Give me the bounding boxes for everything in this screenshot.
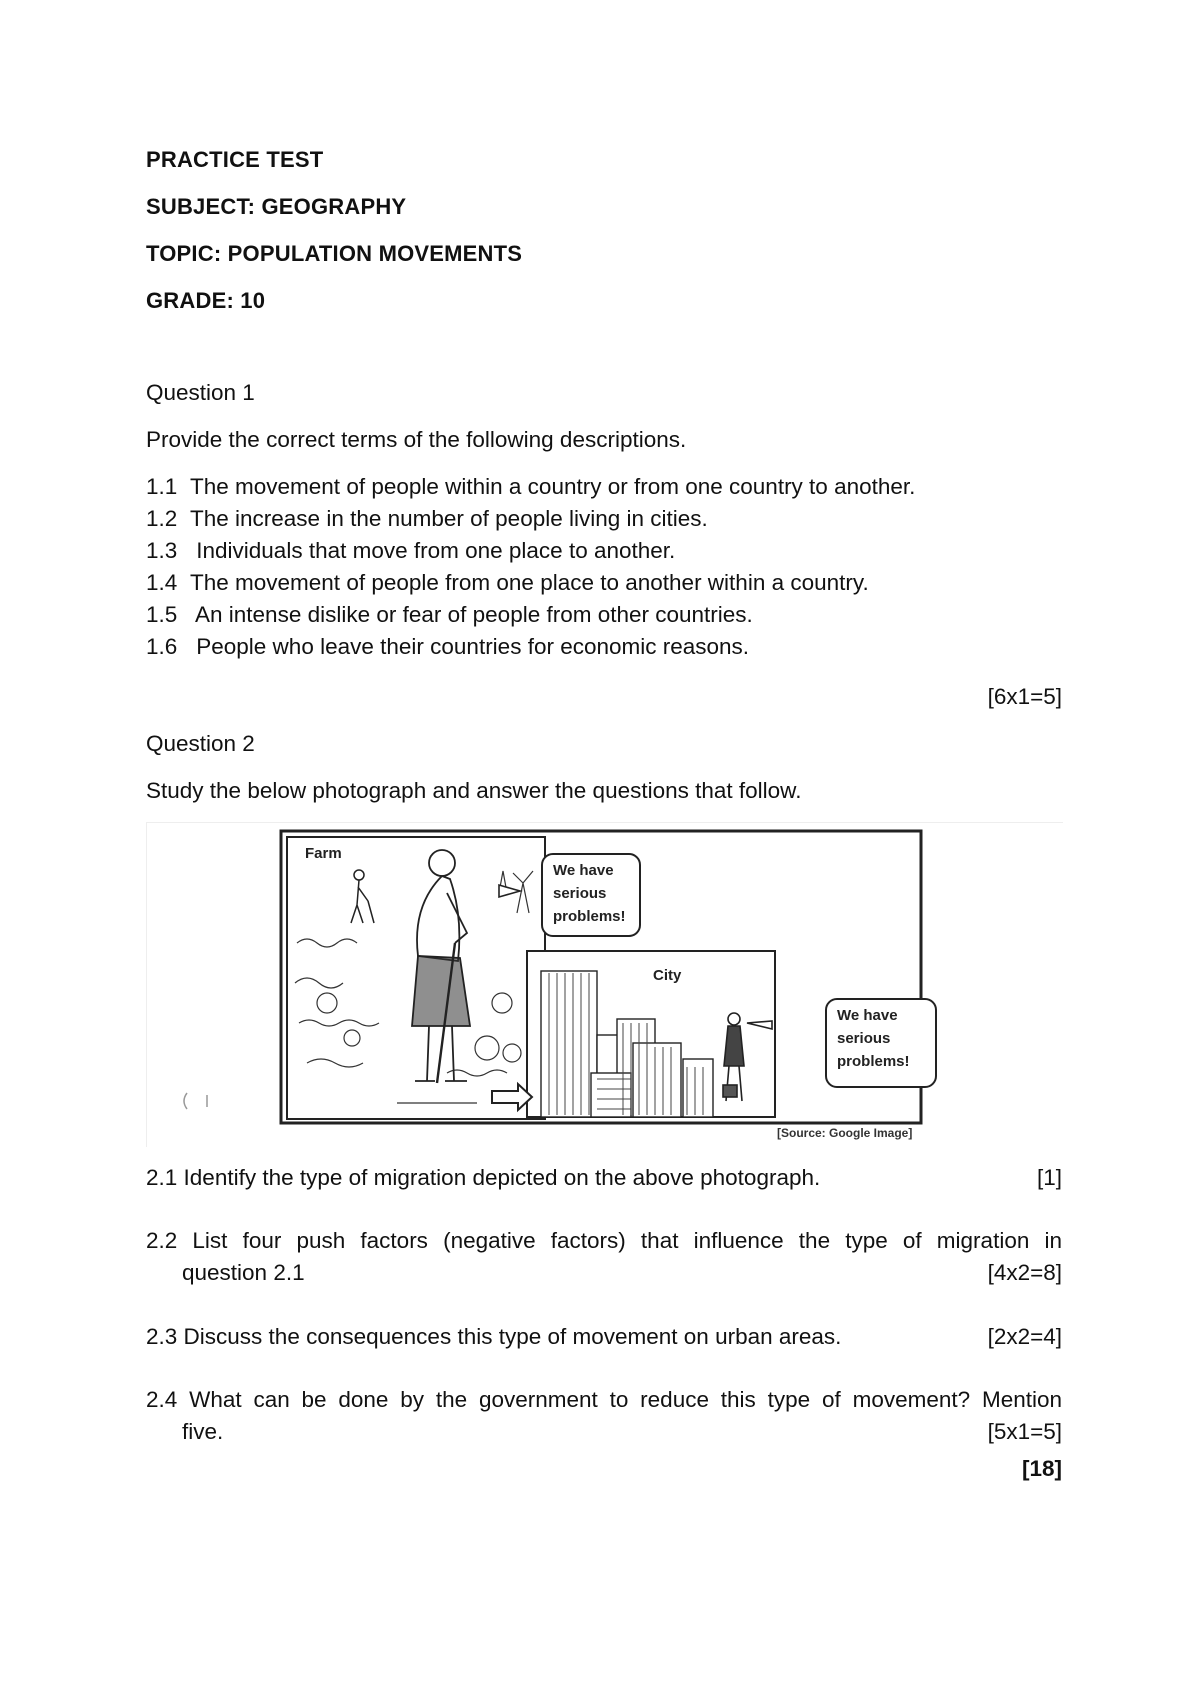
question-1-marks: [6x1=5] bbox=[987, 684, 1062, 709]
question-marks: [2x2=4] bbox=[987, 1324, 1062, 1349]
question-2-total: [18] bbox=[1021, 1456, 1062, 1481]
question-2-3 bbox=[146, 1324, 1062, 1350]
subject-line: SUBJECT: GEOGRAPHY bbox=[146, 194, 407, 219]
question-text: question 2.1 bbox=[182, 1260, 305, 1285]
question-text: Discuss the consequences this type of movement on urban areas. bbox=[183, 1324, 842, 1349]
question-number: 2.3 bbox=[146, 1324, 178, 1349]
item-text: An intense dislike or fear of people from other countries. bbox=[190, 602, 753, 627]
list-item bbox=[146, 474, 915, 500]
question-2-1 bbox=[146, 1165, 1062, 1191]
item-number: 1.5 bbox=[146, 602, 178, 627]
item-text: The movement of people within a country or from one country to another. bbox=[190, 474, 916, 499]
list-item bbox=[146, 506, 708, 532]
item-number: 1.1 bbox=[146, 474, 178, 499]
item-text: People who leave their countries for economic reasons. bbox=[190, 634, 750, 659]
list-item bbox=[146, 634, 749, 660]
item-number: 1.6 bbox=[146, 634, 178, 659]
question-2-4-line-1: 2.4 What can be done by the government to reduce this type of movement? Mention bbox=[146, 1387, 1062, 1412]
item-text: Individuals that move from one place to another. bbox=[190, 538, 676, 563]
item-text: The movement of people from one place to another within a country. bbox=[190, 570, 869, 595]
list-item bbox=[146, 602, 753, 628]
item-number: 1.3 bbox=[146, 538, 178, 563]
grade-line: GRADE: 10 bbox=[146, 288, 266, 313]
list-item bbox=[146, 538, 675, 564]
list-item bbox=[146, 570, 869, 596]
question-2-4-line-2 bbox=[146, 1419, 1062, 1445]
question-marks: [1] bbox=[1036, 1165, 1062, 1190]
question-2-2-line-1: 2.2 List four push factors (negative factors) that influence the type of migration in bbox=[146, 1228, 1062, 1253]
question-2-heading: Question 2 bbox=[146, 731, 255, 756]
farm-label: Farm bbox=[305, 845, 342, 862]
test-title: PRACTICE TEST bbox=[146, 147, 324, 172]
item-number: 1.2 bbox=[146, 506, 178, 531]
question-number: 2.1 bbox=[146, 1165, 178, 1190]
question-text: Identify the type of migration depicted on the above photograph. bbox=[183, 1165, 821, 1190]
question-1-heading: Question 1 bbox=[146, 380, 255, 405]
image-source-caption: [Source: Google Image] bbox=[777, 1126, 913, 1140]
city-speech-bubble: We have serious problems! bbox=[825, 998, 937, 1088]
city-label: City bbox=[653, 967, 682, 984]
farm-speech-bubble: We have serious problems! bbox=[541, 853, 641, 937]
item-number: 1.4 bbox=[146, 570, 178, 595]
question-2-instruction: Study the below photograph and answer the questions that follow. bbox=[146, 778, 802, 803]
question-1-instruction: Provide the correct terms of the following descriptions. bbox=[146, 427, 687, 452]
question-2-2-line-2 bbox=[146, 1260, 1062, 1286]
question-marks: [5x1=5] bbox=[987, 1419, 1062, 1444]
item-text: The increase in the number of people living in cities. bbox=[190, 506, 708, 531]
topic-line: TOPIC: POPULATION MOVEMENTS bbox=[146, 241, 523, 266]
question-marks: [4x2=8] bbox=[987, 1260, 1062, 1285]
question-text: five. bbox=[182, 1419, 224, 1444]
migration-illustration bbox=[146, 822, 1063, 1147]
